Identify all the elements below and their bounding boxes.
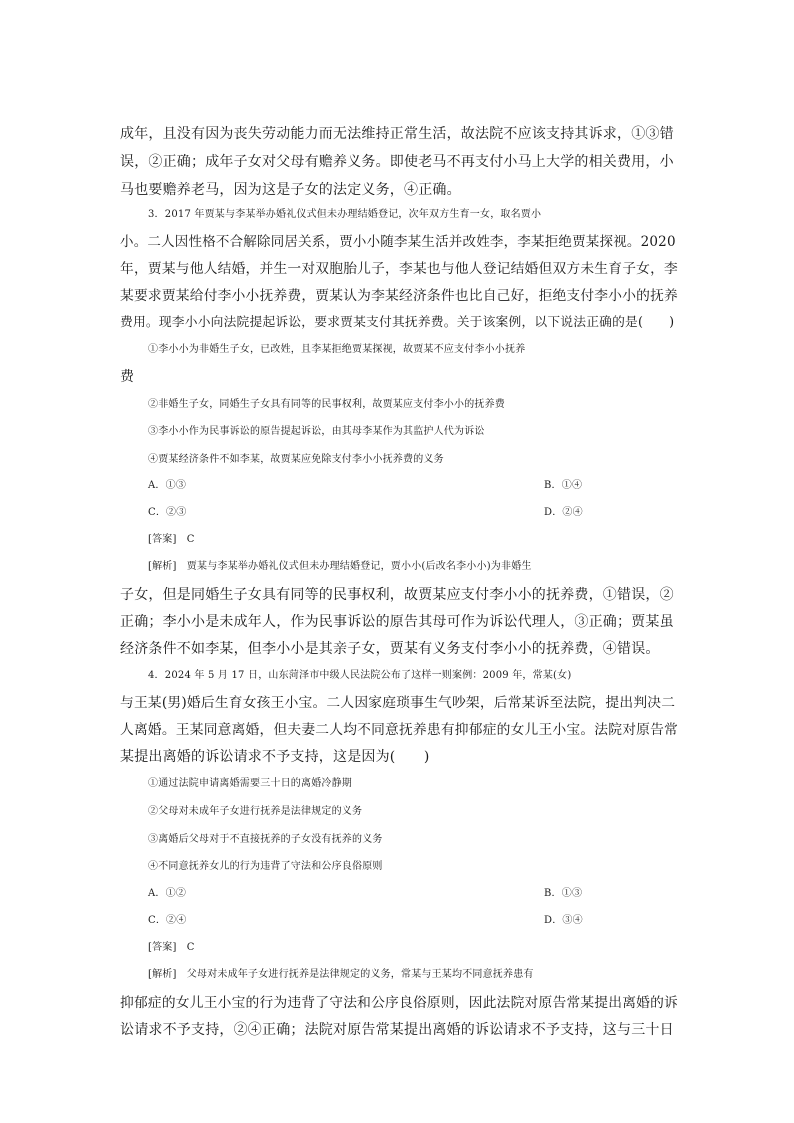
q4-stem-line: 与王某(男)婚后生育女孩王小宝。二人因家庭琐事生气吵架，后常某诉至法院，提出判决二 — [120, 695, 676, 711]
q3-analysis-line: 正确；李小小是未成年人，作为民事诉讼的原告其母可作为诉讼代理人，③正确；贾某虽 — [120, 614, 674, 630]
q3-stem-line: 某要求贾某给付李小小抚养费，贾某认为李某经济条件也比自己好，拒绝支付李小小的抚养 — [120, 288, 679, 304]
q3-options-row — [148, 476, 708, 496]
q3-analysis-line: 子女，但是同婚生子女具有同等的民事权利，故贾某应支付李小小的抚养费，①错误，② — [120, 587, 674, 603]
q3-answer: [答案] C — [148, 534, 195, 545]
q4-stem-line: 4．2024 年 5 月 17 日，山东菏泽市中级人民法院公布了这样一则案例：2009 年，常某(女) — [148, 670, 572, 681]
q4-option-c: C．②④ — [148, 915, 187, 926]
q3-statement: ④贾某经济条件不如李某，故贾某应免除支付李小小抚养费的义务 — [148, 454, 444, 465]
q3-stem-line: 小。二人因性格不合解除同居关系，贾小小随李某生活并改姓李，李某拒绝贾某探视。2020 — [120, 234, 676, 250]
q4-answer: [答案] C — [148, 942, 195, 953]
q4-stem-line: 某提出离婚的诉讼请求不予支持，这是因为( ) — [120, 749, 430, 765]
q4-statement: ①通过法院申请离婚需要三十日的离婚冷静期 — [148, 778, 352, 789]
q3-option-d: D．②④ — [544, 507, 583, 518]
q4-statement: ④不同意抚养女儿的行为违背了守法和公序良俗原则 — [148, 861, 383, 872]
q4-option-b: B．①③ — [544, 888, 583, 899]
q4-option-d: D．③④ — [544, 915, 583, 926]
q3-option-a: A．①③ — [148, 480, 187, 491]
q3-analysis-line: 经济条件不如李某，但李小小是其亲子女，贾某有义务支付李小小的抚养费，④错误。 — [120, 641, 660, 657]
q4-option-a: A．①② — [148, 888, 187, 899]
q3-statement: ②非婚生子女，同婚生子女具有同等的民事权利，故贾某应支付李小小的抚养费 — [148, 399, 505, 410]
q3-statement: 费 — [120, 369, 135, 385]
q3-statement: ③李小小作为民事诉讼的原告提起诉讼，由其母李某作为其监护人代为诉讼 — [148, 426, 485, 437]
q3-option-c: C．②③ — [148, 507, 187, 518]
q4-statement: ②父母对未成年子女进行抚养是法律规定的义务 — [148, 806, 363, 817]
q4-stem-line: 人离婚。王某同意离婚，但夫妻二人均不同意抚养患有抑郁症的女儿王小宝。法院对原告常 — [120, 722, 679, 738]
q4-analysis-line: 讼请求不予支持，②④正确；法院对原告常某提出离婚的诉讼请求不予支持，这与三十日 — [120, 1022, 674, 1038]
q3-stem-line: 费用。现李小小向法院提起诉讼，要求贾某支付其抚养费。关于该案例，以下说法正确的是( ) — [120, 315, 675, 330]
q4-options-row — [148, 884, 708, 904]
q4-statement: ③离婚后父母对于不直接抚养的子女没有抚养的义务 — [148, 834, 383, 845]
continuation-line: 成年，且没有因为丧失劳动能力而无法维持正常生活，故法院不应该支持其诉求，①③错 — [120, 126, 674, 142]
q3-stem-line: 年，贾某与他人结婚，并生一对双胞胎儿子，李某也与他人登记结婚但双方未生育子女，李 — [120, 261, 679, 277]
q3-statement: ①李小小为非婚生子女，已改姓，且李某拒绝贾某探视，故贾某不应支付李小小抚养 — [148, 344, 526, 355]
q4-options-row — [148, 911, 708, 931]
continuation-line: 误，②正确；成年子女对父母有赡养义务。即使老马不再支付小马上大学的相关费用，小 — [120, 154, 674, 170]
q3-analysis-line: [解析] 贾某与李某举办婚礼仪式但未办理结婚登记，贾小小(后改名李小小)为非婚生 — [148, 561, 532, 572]
q3-stem-line: 3．2017 年贾某与李某举办婚礼仪式但未办理结婚登记，次年双方生育一女，取名贾小 — [148, 209, 542, 220]
q3-options-row — [148, 503, 708, 523]
q4-analysis-line: 抑郁症的女儿王小宝的行为违背了守法和公序良俗原则，因此法院对原告常某提出离婚的诉 — [120, 995, 679, 1011]
q3-option-b: B．①④ — [544, 480, 583, 491]
q4-analysis-line: [解析] 父母对未成年子女进行抚养是法律规定的义务，常某与王某均不同意抚养患有 — [148, 969, 534, 980]
continuation-line: 马也要赡养老马，因为这是子女的法定义务，④正确。 — [120, 182, 461, 198]
